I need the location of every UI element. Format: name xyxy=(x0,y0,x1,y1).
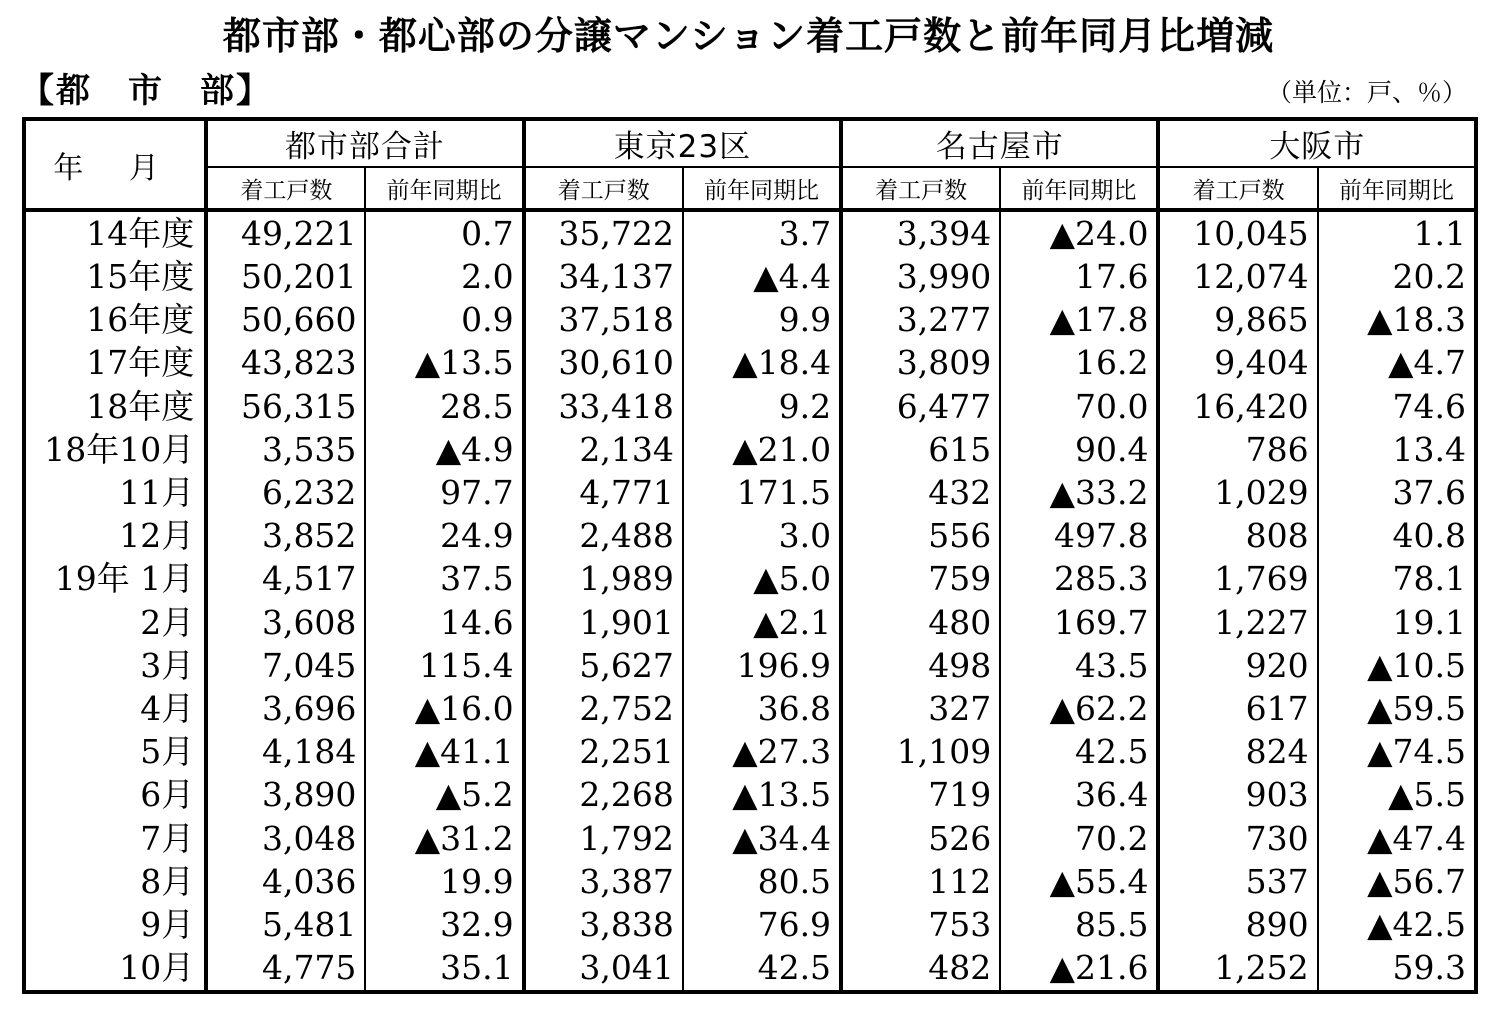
cell-osaka-starts: 10,045 xyxy=(1158,210,1317,255)
cell-urban-total-yoy: 2.0 xyxy=(365,255,523,298)
table-row xyxy=(24,210,1476,255)
cell-osaka-yoy: 37.6 xyxy=(1318,471,1476,514)
cell-urban-total-yoy: 28.5 xyxy=(365,385,523,428)
cell-osaka-yoy: 20.2 xyxy=(1318,255,1476,298)
cell-tokyo23-yoy: ▲18.4 xyxy=(683,342,841,385)
row-label: 16年度 xyxy=(24,299,206,342)
cell-tokyo23-starts: 2,251 xyxy=(524,731,683,774)
cell-urban-total-starts: 5,481 xyxy=(206,903,365,946)
cell-osaka-starts: 730 xyxy=(1158,817,1317,860)
cell-nagoya-starts: 753 xyxy=(841,903,1000,946)
cell-tokyo23-yoy: ▲5.0 xyxy=(683,558,841,601)
subheader-starts: 着工戸数 xyxy=(1158,167,1317,210)
cell-tokyo23-yoy: ▲2.1 xyxy=(683,601,841,644)
cell-urban-total-yoy: 32.9 xyxy=(365,903,523,946)
table-row xyxy=(24,817,1476,860)
cell-nagoya-yoy: ▲62.2 xyxy=(1000,687,1158,730)
cell-osaka-starts: 1,227 xyxy=(1158,601,1317,644)
cell-tokyo23-yoy: 36.8 xyxy=(683,687,841,730)
cell-urban-total-starts: 50,201 xyxy=(206,255,365,298)
cell-urban-total-yoy: 37.5 xyxy=(365,558,523,601)
cell-urban-total-yoy: 115.4 xyxy=(365,644,523,687)
cell-nagoya-starts: 526 xyxy=(841,817,1000,860)
cell-tokyo23-starts: 30,610 xyxy=(524,342,683,385)
cell-urban-total-starts: 4,517 xyxy=(206,558,365,601)
cell-osaka-starts: 537 xyxy=(1158,860,1317,903)
cell-osaka-yoy: ▲5.5 xyxy=(1318,774,1476,817)
table-row xyxy=(24,255,1476,298)
cell-tokyo23-starts: 33,418 xyxy=(524,385,683,428)
table-row xyxy=(24,774,1476,817)
cell-tokyo23-yoy: ▲4.4 xyxy=(683,255,841,298)
cell-tokyo23-starts: 2,752 xyxy=(524,687,683,730)
cell-urban-total-starts: 4,036 xyxy=(206,860,365,903)
table-row xyxy=(24,428,1476,471)
housing-starts-table xyxy=(22,117,1478,994)
cell-tokyo23-yoy: ▲13.5 xyxy=(683,774,841,817)
cell-tokyo23-yoy: ▲27.3 xyxy=(683,731,841,774)
section-label: 【都 市 部】 xyxy=(20,71,272,111)
row-label: 4月 xyxy=(24,687,206,730)
cell-nagoya-yoy: ▲17.8 xyxy=(1000,299,1158,342)
cell-tokyo23-starts: 2,268 xyxy=(524,774,683,817)
cell-urban-total-yoy: 0.7 xyxy=(365,210,523,255)
cell-tokyo23-starts: 35,722 xyxy=(524,210,683,255)
cell-urban-total-starts: 3,048 xyxy=(206,817,365,860)
cell-tokyo23-starts: 37,518 xyxy=(524,299,683,342)
unit-label: （単位：戸、％） xyxy=(1266,78,1467,107)
row-label: 6月 xyxy=(24,774,206,817)
cell-nagoya-yoy: 90.4 xyxy=(1000,428,1158,471)
table-row xyxy=(24,860,1476,903)
page-title: 都市部・都心部の分譲マンション着工戸数と前年同月比増減 xyxy=(222,14,1275,58)
row-label: 7月 xyxy=(24,817,206,860)
cell-osaka-yoy: 1.1 xyxy=(1318,210,1476,255)
cell-tokyo23-yoy: 3.7 xyxy=(683,210,841,255)
cell-nagoya-starts: 3,990 xyxy=(841,255,1000,298)
cell-urban-total-yoy: ▲41.1 xyxy=(365,731,523,774)
cell-urban-total-yoy: ▲4.9 xyxy=(365,428,523,471)
cell-urban-total-starts: 49,221 xyxy=(206,210,365,255)
subheader-starts: 着工戸数 xyxy=(841,167,1000,210)
cell-osaka-yoy: ▲56.7 xyxy=(1318,860,1476,903)
row-label: 10月 xyxy=(24,947,206,992)
cell-nagoya-yoy: 70.0 xyxy=(1000,385,1158,428)
cell-osaka-starts: 1,029 xyxy=(1158,471,1317,514)
cell-nagoya-yoy: ▲33.2 xyxy=(1000,471,1158,514)
cell-osaka-yoy: 19.1 xyxy=(1318,601,1476,644)
region-header-tokyo23: 東京23区 xyxy=(524,119,841,167)
cell-nagoya-yoy: ▲21.6 xyxy=(1000,947,1158,992)
cell-osaka-starts: 808 xyxy=(1158,515,1317,558)
cell-urban-total-yoy: 14.6 xyxy=(365,601,523,644)
cell-tokyo23-yoy: ▲21.0 xyxy=(683,428,841,471)
cell-osaka-starts: 903 xyxy=(1158,774,1317,817)
cell-urban-total-yoy: ▲5.2 xyxy=(365,774,523,817)
row-label: 12月 xyxy=(24,515,206,558)
table-row xyxy=(24,299,1476,342)
cell-osaka-yoy: 59.3 xyxy=(1318,947,1476,992)
cell-urban-total-yoy: 35.1 xyxy=(365,947,523,992)
cell-osaka-starts: 824 xyxy=(1158,731,1317,774)
cell-tokyo23-starts: 2,134 xyxy=(524,428,683,471)
cell-nagoya-yoy: 70.2 xyxy=(1000,817,1158,860)
table-row xyxy=(24,731,1476,774)
cell-tokyo23-yoy: 171.5 xyxy=(683,471,841,514)
table-row xyxy=(24,644,1476,687)
cell-tokyo23-starts: 3,387 xyxy=(524,860,683,903)
cell-urban-total-starts: 50,660 xyxy=(206,299,365,342)
cell-tokyo23-yoy: ▲34.4 xyxy=(683,817,841,860)
cell-nagoya-yoy: 285.3 xyxy=(1000,558,1158,601)
cell-urban-total-starts: 7,045 xyxy=(206,644,365,687)
region-header-osaka: 大阪市 xyxy=(1158,119,1476,167)
row-label: 15年度 xyxy=(24,255,206,298)
cell-tokyo23-yoy: 42.5 xyxy=(683,947,841,992)
cell-nagoya-yoy: ▲24.0 xyxy=(1000,210,1158,255)
cell-nagoya-starts: 432 xyxy=(841,471,1000,514)
year-month-header: 年 月 xyxy=(24,119,206,210)
cell-osaka-yoy: 13.4 xyxy=(1318,428,1476,471)
cell-urban-total-starts: 56,315 xyxy=(206,385,365,428)
cell-osaka-starts: 9,865 xyxy=(1158,299,1317,342)
cell-osaka-starts: 890 xyxy=(1158,903,1317,946)
row-label: 17年度 xyxy=(24,342,206,385)
cell-tokyo23-starts: 4,771 xyxy=(524,471,683,514)
subheader-yoy: 前年同期比 xyxy=(1318,167,1476,210)
cell-osaka-starts: 920 xyxy=(1158,644,1317,687)
cell-urban-total-yoy: 24.9 xyxy=(365,515,523,558)
cell-tokyo23-starts: 3,041 xyxy=(524,947,683,992)
cell-nagoya-yoy: 16.2 xyxy=(1000,342,1158,385)
cell-nagoya-yoy: 169.7 xyxy=(1000,601,1158,644)
cell-tokyo23-starts: 1,989 xyxy=(524,558,683,601)
cell-tokyo23-starts: 3,838 xyxy=(524,903,683,946)
cell-nagoya-starts: 498 xyxy=(841,644,1000,687)
table-row xyxy=(24,471,1476,514)
cell-tokyo23-starts: 5,627 xyxy=(524,644,683,687)
cell-nagoya-yoy: ▲55.4 xyxy=(1000,860,1158,903)
table-row xyxy=(24,903,1476,946)
cell-urban-total-starts: 43,823 xyxy=(206,342,365,385)
cell-urban-total-starts: 3,608 xyxy=(206,601,365,644)
cell-osaka-yoy: ▲18.3 xyxy=(1318,299,1476,342)
region-header-urban-total: 都市部合計 xyxy=(206,119,523,167)
table-row xyxy=(24,947,1476,992)
cell-tokyo23-yoy: 9.9 xyxy=(683,299,841,342)
cell-urban-total-yoy: 19.9 xyxy=(365,860,523,903)
subheader-starts: 着工戸数 xyxy=(206,167,365,210)
row-label: 5月 xyxy=(24,731,206,774)
row-label: 14年度 xyxy=(24,210,206,255)
cell-osaka-starts: 9,404 xyxy=(1158,342,1317,385)
cell-tokyo23-yoy: 76.9 xyxy=(683,903,841,946)
cell-urban-total-starts: 4,184 xyxy=(206,731,365,774)
cell-nagoya-starts: 6,477 xyxy=(841,385,1000,428)
cell-osaka-yoy: 74.6 xyxy=(1318,385,1476,428)
row-label: 2月 xyxy=(24,601,206,644)
cell-nagoya-starts: 556 xyxy=(841,515,1000,558)
table-row xyxy=(24,601,1476,644)
subheader-yoy: 前年同期比 xyxy=(1000,167,1158,210)
cell-urban-total-starts: 3,535 xyxy=(206,428,365,471)
cell-nagoya-starts: 615 xyxy=(841,428,1000,471)
cell-urban-total-starts: 3,852 xyxy=(206,515,365,558)
cell-osaka-yoy: ▲47.4 xyxy=(1318,817,1476,860)
cell-nagoya-yoy: 17.6 xyxy=(1000,255,1158,298)
cell-osaka-yoy: ▲4.7 xyxy=(1318,342,1476,385)
cell-osaka-yoy: ▲59.5 xyxy=(1318,687,1476,730)
cell-urban-total-yoy: 0.9 xyxy=(365,299,523,342)
cell-nagoya-starts: 112 xyxy=(841,860,1000,903)
row-label: 9月 xyxy=(24,903,206,946)
cell-nagoya-starts: 3,809 xyxy=(841,342,1000,385)
cell-osaka-starts: 1,252 xyxy=(1158,947,1317,992)
cell-nagoya-yoy: 85.5 xyxy=(1000,903,1158,946)
cell-osaka-yoy: ▲74.5 xyxy=(1318,731,1476,774)
cell-osaka-starts: 16,420 xyxy=(1158,385,1317,428)
cell-tokyo23-yoy: 196.9 xyxy=(683,644,841,687)
row-label: 11月 xyxy=(24,471,206,514)
row-label: 18年度 xyxy=(24,385,206,428)
cell-nagoya-starts: 482 xyxy=(841,947,1000,992)
cell-nagoya-starts: 759 xyxy=(841,558,1000,601)
cell-osaka-starts: 1,769 xyxy=(1158,558,1317,601)
cell-urban-total-yoy: ▲31.2 xyxy=(365,817,523,860)
cell-urban-total-starts: 6,232 xyxy=(206,471,365,514)
region-header-nagoya: 名古屋市 xyxy=(841,119,1158,167)
row-label: 18年10月 xyxy=(24,428,206,471)
table-row xyxy=(24,515,1476,558)
subheader-yoy: 前年同期比 xyxy=(365,167,523,210)
subheader-starts: 着工戸数 xyxy=(524,167,683,210)
cell-osaka-starts: 786 xyxy=(1158,428,1317,471)
cell-tokyo23-yoy: 9.2 xyxy=(683,385,841,428)
cell-osaka-yoy: ▲10.5 xyxy=(1318,644,1476,687)
cell-nagoya-yoy: 497.8 xyxy=(1000,515,1158,558)
table-row xyxy=(24,385,1476,428)
cell-osaka-yoy: 40.8 xyxy=(1318,515,1476,558)
cell-tokyo23-starts: 2,488 xyxy=(524,515,683,558)
cell-urban-total-yoy: ▲16.0 xyxy=(365,687,523,730)
cell-osaka-yoy: 78.1 xyxy=(1318,558,1476,601)
cell-tokyo23-starts: 1,792 xyxy=(524,817,683,860)
cell-nagoya-starts: 1,109 xyxy=(841,731,1000,774)
cell-nagoya-starts: 3,394 xyxy=(841,210,1000,255)
cell-nagoya-starts: 719 xyxy=(841,774,1000,817)
table-row xyxy=(24,342,1476,385)
cell-urban-total-starts: 3,696 xyxy=(206,687,365,730)
cell-tokyo23-yoy: 3.0 xyxy=(683,515,841,558)
cell-tokyo23-starts: 1,901 xyxy=(524,601,683,644)
cell-urban-total-yoy: ▲13.5 xyxy=(365,342,523,385)
cell-urban-total-starts: 4,775 xyxy=(206,947,365,992)
cell-nagoya-yoy: 42.5 xyxy=(1000,731,1158,774)
table-body xyxy=(24,210,1476,992)
cell-osaka-starts: 617 xyxy=(1158,687,1317,730)
cell-nagoya-yoy: 43.5 xyxy=(1000,644,1158,687)
cell-urban-total-starts: 3,890 xyxy=(206,774,365,817)
cell-nagoya-starts: 3,277 xyxy=(841,299,1000,342)
cell-nagoya-yoy: 36.4 xyxy=(1000,774,1158,817)
cell-urban-total-yoy: 97.7 xyxy=(365,471,523,514)
cell-tokyo23-starts: 34,137 xyxy=(524,255,683,298)
row-label: 19年 1月 xyxy=(24,558,206,601)
cell-nagoya-starts: 480 xyxy=(841,601,1000,644)
table-row xyxy=(24,687,1476,730)
subheader-yoy: 前年同期比 xyxy=(683,167,841,210)
row-label: 3月 xyxy=(24,644,206,687)
cell-osaka-starts: 12,074 xyxy=(1158,255,1317,298)
table-row xyxy=(24,558,1476,601)
row-label: 8月 xyxy=(24,860,206,903)
cell-osaka-yoy: ▲42.5 xyxy=(1318,903,1476,946)
cell-tokyo23-yoy: 80.5 xyxy=(683,860,841,903)
cell-nagoya-starts: 327 xyxy=(841,687,1000,730)
